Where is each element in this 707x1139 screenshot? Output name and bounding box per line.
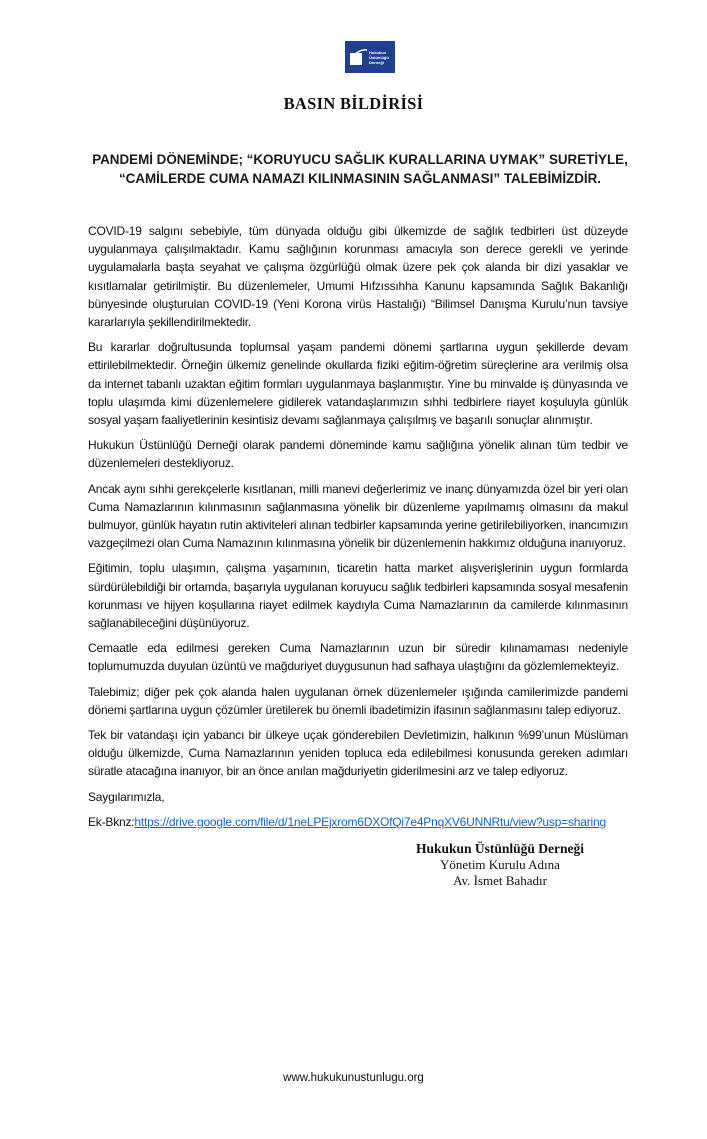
document-body bbox=[88, 222, 628, 806]
paragraph: Talebimiz; diğer pek çok alanda halen uygulanan örnek düzenlemeler ışığında camilerimizde pandemi dönemi şartlarına uygun çözümler üretilerek bu önemli ibadetimizin ifasının sağlanmasını talep ediyoruz. bbox=[88, 684, 628, 717]
signature-role: Yönetim Kurulu Adına bbox=[440, 857, 560, 873]
organization-logo bbox=[345, 41, 395, 73]
paragraph: Cemaatle eda edilmesi gereken Cuma Namazlarının uzun bir süredir kılınamaması nedeniyle toplumumuzda duyulan üzüntü ve mağduriyet duygusunun had safhaya ulaştığını da gözlemlemekteyiz. bbox=[88, 641, 628, 674]
headline-line: PANDEMİ DÖNEMİNDE; “KORUYUCU SAĞLIK KURALLARINA UYMAK” SURETİYLE, bbox=[92, 152, 628, 167]
paragraph: Eğitimin, toplu ulaşımın, çalışma yaşamının, ticaretin hatta market alışverişlerinin uygun formlarda sürdürülebildiği bir ortamda, başarıyla uygulanan koruyucu sağlık tedbirleri kapsamında sosyal mesafenin korunması ve hijyen koşullarına riayet edilmek kaydıyla Cuma Namazlarının da camilerde kılınmasının sağlanabileceğini düşünüyoruz. bbox=[88, 561, 628, 631]
signature-org: Hukukun Üstünlüğü Derneği bbox=[415, 841, 585, 857]
headline-line: “CAMİLERDE CUMA NAMAZI KILINMASININ SAĞLANMASI” TALEBİMİZDİR. bbox=[118, 171, 602, 186]
footer-website: www.hukukunustunlugu.org bbox=[283, 1072, 424, 1084]
headline bbox=[60, 150, 660, 188]
paragraph: COVID-19 salgını sebebiyle, tüm dünyada olduğu gibi ülkemizde de sağlık tedbirleri üst düzeyde uygulanmaya çalışılmaktadır. Kamu sağlığının korunması amacıyla son derece gerekli ve yerinde uygulamalarla başta seyahat ve çalışma özgürlüğü olmak üzere pek çok alanda bir dizi yasaklar ve kısıtlamalar getirilmiştir. Bu düzenlemeler, Umumi Hıfzıssıhha Kanunu kapsamında Sağlık Bakanlığı bünyesinde oluşturulan COVID-19 (Yeni Korona virüs Hastalığı) “Bilimsel Danışma Kurulu’nun tavsiye kararlarıyla şekillendirilmektedir. bbox=[88, 224, 628, 330]
page-title: BASIN BİLDİRİSİ bbox=[283, 94, 424, 113]
logo-text: Hukukun Üstünlüğü Derneği bbox=[369, 49, 389, 65]
document-flow bbox=[88, 222, 628, 889]
logo-mark-icon bbox=[348, 47, 368, 67]
signature-name: Av. İsmet Bahadır bbox=[453, 873, 547, 889]
paragraph: Ancak aynı sıhhi gerekçelerle kısıtlanan, milli manevi değerlerimiz ve inanç dünyamızda özel bir yeri olan Cuma Namazlarının kılınmasının sağlanmasına yönelik bir düzenleme yapılmamış olmasını da makul bulmuyor, günlük hayatın rutin aktiviteleri alınan tedbirler kapsamında yerine getirilebiliyorken, inancımızın vazgeçilmezi olan Cuma Namazının kılınmasına yönelik bir düzenlemenin hakkımız olduğuna inanıyoruz. bbox=[88, 481, 628, 551]
closing: Saygılarımızla, bbox=[88, 789, 165, 804]
paragraph: Bu kararlar doğrultusunda toplumsal yaşam pandemi dönemi şartlarına uygun şekillerde devam ettirilebilmektedir. Örneğin ülkemiz genelinde okullarda fiziki eğitim-öğretim süreçlerine ara verilmiş olsa da internet tabanlı uzaktan eğitim formları uygulanmaya başlanmıştır. Yine bu minvalde iş dünyasında ve toplu ulaşımda kimi düzenlemelere gidilerek vatandaşlarımızın sıhhi tedbirlere riayet koşuluyla günlük sosyal yaşam faaliyetlerinin kesintisiz devamı sağlanmaya çalışılmış ve başarılı sonuçlar alınmıştır. bbox=[88, 340, 628, 428]
attachment-label: Ek-Bknz: bbox=[88, 814, 135, 829]
paragraph: Tek bir vatandaşı için yabancı bir ülkeye uçak gönderebilen Devletimizin, halkının %99’unun Müslüman olduğu ülkemizde, Cuma Namazlarının yeniden topluca eda edilebilmesi konusunda gereken adımları süratle atacağına inanıyor, bir an önce anılan mağduriyetin giderilmesini arz ve talep ediyoruz. bbox=[88, 728, 628, 779]
attachment-line bbox=[88, 813, 628, 831]
attachment-link[interactable]: https://drive.google.com/file/d/1neLPEjxrom6DXOfQi7e4PnqXV6UNNRtu/view?usp=sharing bbox=[134, 814, 606, 829]
paragraph: Hukukun Üstünlüğü Derneği olarak pandemi döneminde kamu sağlığına yönelik alınan tüm tedbir ve düzenlemeleri destekliyoruz. bbox=[88, 438, 628, 471]
signature-block bbox=[410, 841, 590, 889]
